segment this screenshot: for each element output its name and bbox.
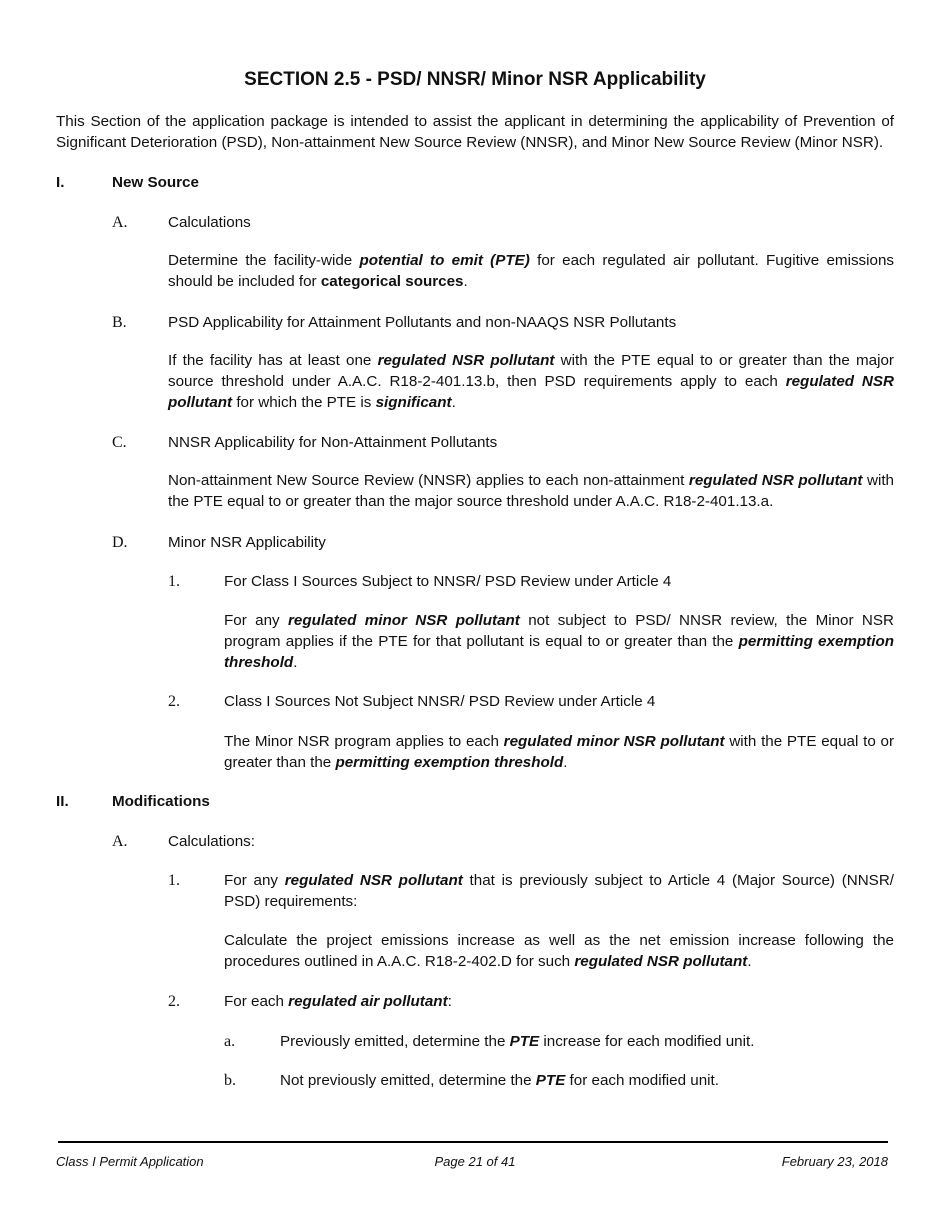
footer-left: Class I Permit Application xyxy=(56,1154,204,1169)
section-1d2-heading: Class I Sources Not Subject NNSR/ PSD Review under Article 4 xyxy=(224,693,656,710)
section-1d1-heading: For Class I Sources Subject to NNSR/ PSD Review under Article 4 xyxy=(224,573,672,590)
section-1a-marker: A. xyxy=(112,214,128,231)
section-2a2b-marker: b. xyxy=(224,1072,236,1089)
section-2a2b-text: Not previously emitted, determine the PTE for each modified unit. xyxy=(280,1072,719,1089)
section-1c-marker: C. xyxy=(112,434,127,451)
section-1d-marker: D. xyxy=(112,534,128,551)
section-1b-heading: PSD Applicability for Attainment Pollutants and non-NAAQS NSR Pollutants xyxy=(168,314,677,331)
section-1d2-paragraph: The Minor NSR program applies to each regulated minor NSR pollutant with the PTE equal to or greater than the permitting exemption threshold. xyxy=(224,733,894,771)
footer-page-number: Page 21 of 41 xyxy=(434,1154,516,1169)
section-2a-marker: A. xyxy=(112,833,128,850)
section-1d1-paragraph: For any regulated minor NSR pollutant not subject to PSD/ NNSR review, the Minor NSR program applies if the PTE for that pollutant is equal to or greater than the permitting exemption threshold. xyxy=(224,612,894,671)
section-2a2-heading: For each regulated air pollutant: xyxy=(224,993,452,1010)
section-1d2-marker: 2. xyxy=(168,693,180,710)
section-1c-heading: NNSR Applicability for Non-Attainment Pollutants xyxy=(168,434,498,451)
intro-paragraph: This Section of the application package is intended to assist the applicant in determining the applicability of Prevention of Significant Deterioration (PSD), Non-attainment New Source Review (NNSR), and Minor New Source Review (Minor NSR). xyxy=(56,113,894,151)
section-1d1-marker: 1. xyxy=(168,573,180,590)
section-1c-paragraph: Non-attainment New Source Review (NNSR) applies to each non-attainment regulated NSR pollutant with the PTE equal to or greater than the major source threshold under A.A.C. R18-2-401.13.a. xyxy=(168,472,894,510)
section-2a2a-marker: a. xyxy=(224,1033,236,1050)
section-1-heading: New Source xyxy=(112,174,199,191)
section-1-marker: I. xyxy=(56,174,65,191)
section-2a1-marker: 1. xyxy=(168,872,180,889)
section-1b-marker: B. xyxy=(112,314,127,331)
section-2a-heading: Calculations: xyxy=(168,833,255,850)
section-1b-paragraph: If the facility has at least one regulated NSR pollutant with the PTE equal to or greater than the major source threshold under A.A.C. R18-2-401.13.b, then PSD requirements apply to each regulated NSR pollutant for which the PTE is significant. xyxy=(168,352,894,411)
section-2a1-heading: For any regulated NSR pollutant that is previously subject to Article 4 (Major Source) (NNSR/ PSD) requirements: xyxy=(224,872,895,910)
section-2a1-paragraph: Calculate the project emissions increase as well as the net emission increase following the procedures outlined in A.A.C. R18-2-402.D for such regulated NSR pollutant. xyxy=(224,932,894,970)
section-2-marker: II. xyxy=(56,793,69,810)
section-1d-heading: Minor NSR Applicability xyxy=(168,534,326,551)
section-1a-paragraph: Determine the facility-wide potential to emit (PTE) for each regulated air pollutant. Fugitive emissions should be included for categorical sources. xyxy=(168,252,894,290)
page-title: SECTION 2.5 - PSD/ NNSR/ Minor NSR Applicability xyxy=(244,69,706,90)
footer-date: February 23, 2018 xyxy=(781,1154,888,1169)
section-1a-heading: Calculations xyxy=(168,214,251,231)
section-2-heading: Modifications xyxy=(112,793,210,810)
section-2a2-marker: 2. xyxy=(168,993,180,1010)
footer-divider xyxy=(58,1141,888,1143)
section-2a2a-text: Previously emitted, determine the PTE increase for each modified unit. xyxy=(280,1033,755,1050)
